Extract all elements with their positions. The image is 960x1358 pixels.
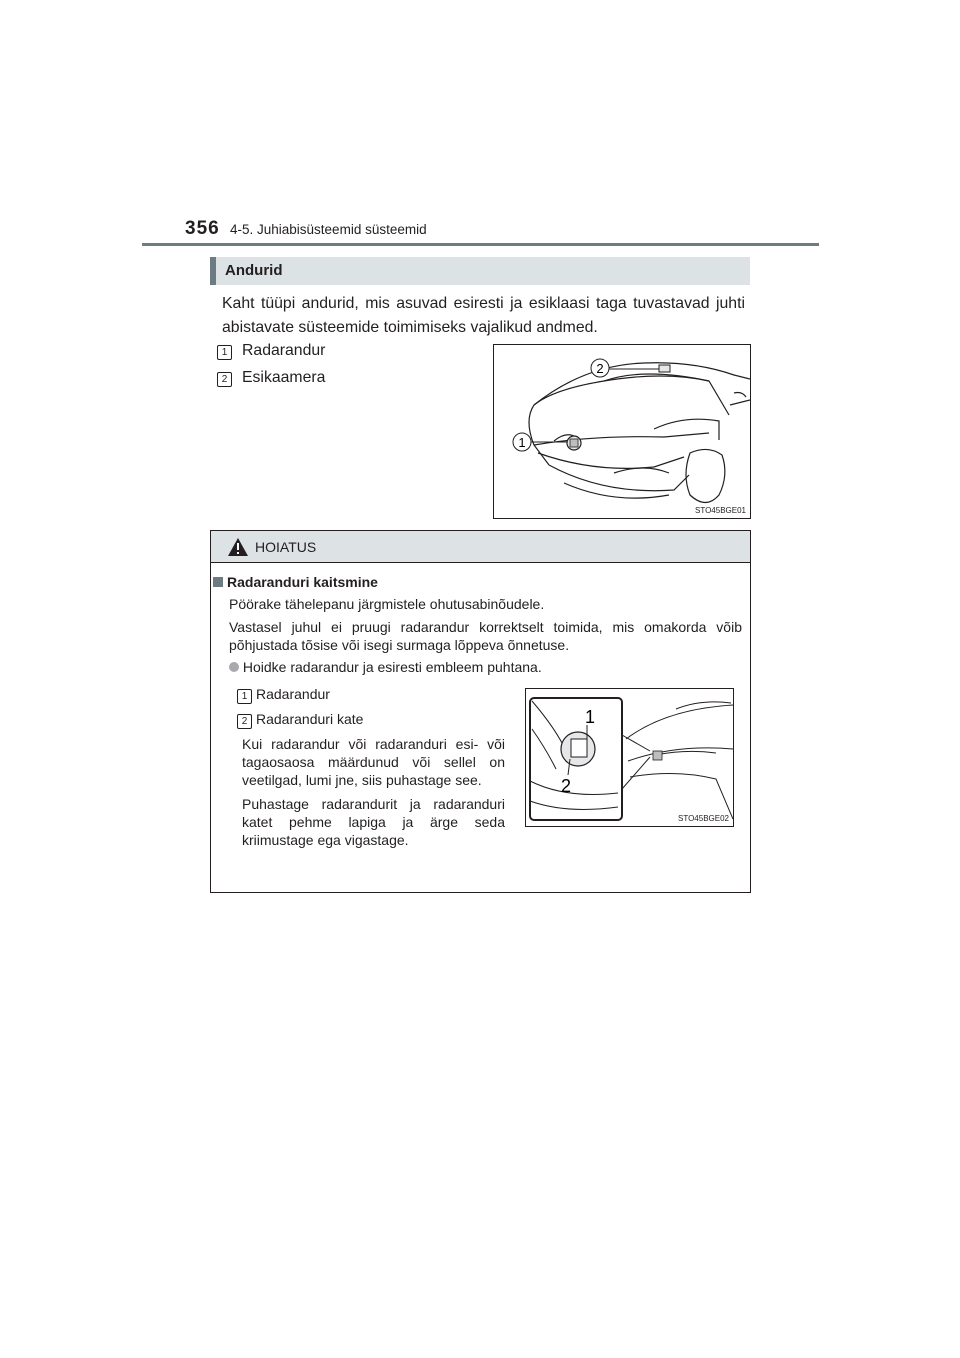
item-label: Esikaamera xyxy=(242,369,326,386)
warning-title-text: Radaranduri kaitsmine xyxy=(227,574,378,590)
warning-note-2: Puhastage radarandurit ja radaranduri katet pehme lapiga ja ärge seda kriimustage ega vigastage. xyxy=(242,796,505,848)
warning-bullet xyxy=(229,658,742,676)
callout-2: 2 xyxy=(560,776,572,796)
radar-cover-figure xyxy=(525,688,734,827)
car-sensor-figure xyxy=(493,344,751,519)
warning-title xyxy=(213,574,378,590)
section-heading xyxy=(210,257,750,285)
warning-label: HOIATUS xyxy=(255,539,317,555)
warning-para-1: Pöörake tähelepanu järgmistele ohutusabinõudele. xyxy=(229,596,545,612)
callout-number: 2 xyxy=(237,714,252,729)
callout-1: 1 xyxy=(518,435,526,450)
bullet-text: Hoidke radarandur ja esiresti embleem puhtana. xyxy=(242,659,542,675)
item-label: Radaranduri kate xyxy=(256,711,364,727)
section-intro: Kaht tüüpi andurid, mis asuvad esiresti ja esiklaasi taga tuvastavad juhti abistavate süsteemide toimimiseks vajalikud andmed. xyxy=(222,295,745,336)
callout-number: 1 xyxy=(217,345,232,360)
item-label: Radarandur xyxy=(242,342,326,359)
radar-closeup-illustration xyxy=(526,689,733,826)
square-bullet-icon xyxy=(213,577,223,587)
car-front-illustration xyxy=(494,345,750,518)
warning-para-2: Vastasel juhul ei pruugi radarandur korrektselt toimida, mis omakorda võib põhjustada tõsise või isegi surmaga lõppeva õnnetuse. xyxy=(229,619,742,653)
section-accent xyxy=(210,257,216,285)
warning-note-1: Kui radarandur või radaranduri esi- või tagaosaosa määrdunud või sellel on veetilgad, lumi jne, siis puhastage see. xyxy=(242,736,505,788)
warning-header xyxy=(211,531,750,563)
page-number: 356 xyxy=(185,218,220,239)
callout-2: 2 xyxy=(596,361,604,376)
round-bullet-icon xyxy=(229,662,239,672)
chapter-title: 4-5. Juhiabisüsteemid süsteemid xyxy=(230,222,427,237)
warning-triangle-icon xyxy=(227,537,249,557)
callout-number: 1 xyxy=(237,689,252,704)
header-rule xyxy=(142,243,819,246)
figure-code: STO45BGE01 xyxy=(695,506,746,515)
callout-1: 1 xyxy=(584,707,596,727)
section-title: Andurid xyxy=(225,262,283,279)
item-label: Radarandur xyxy=(256,686,330,702)
figure-code: STO45BGE02 xyxy=(678,814,729,823)
callout-number: 2 xyxy=(217,372,232,387)
